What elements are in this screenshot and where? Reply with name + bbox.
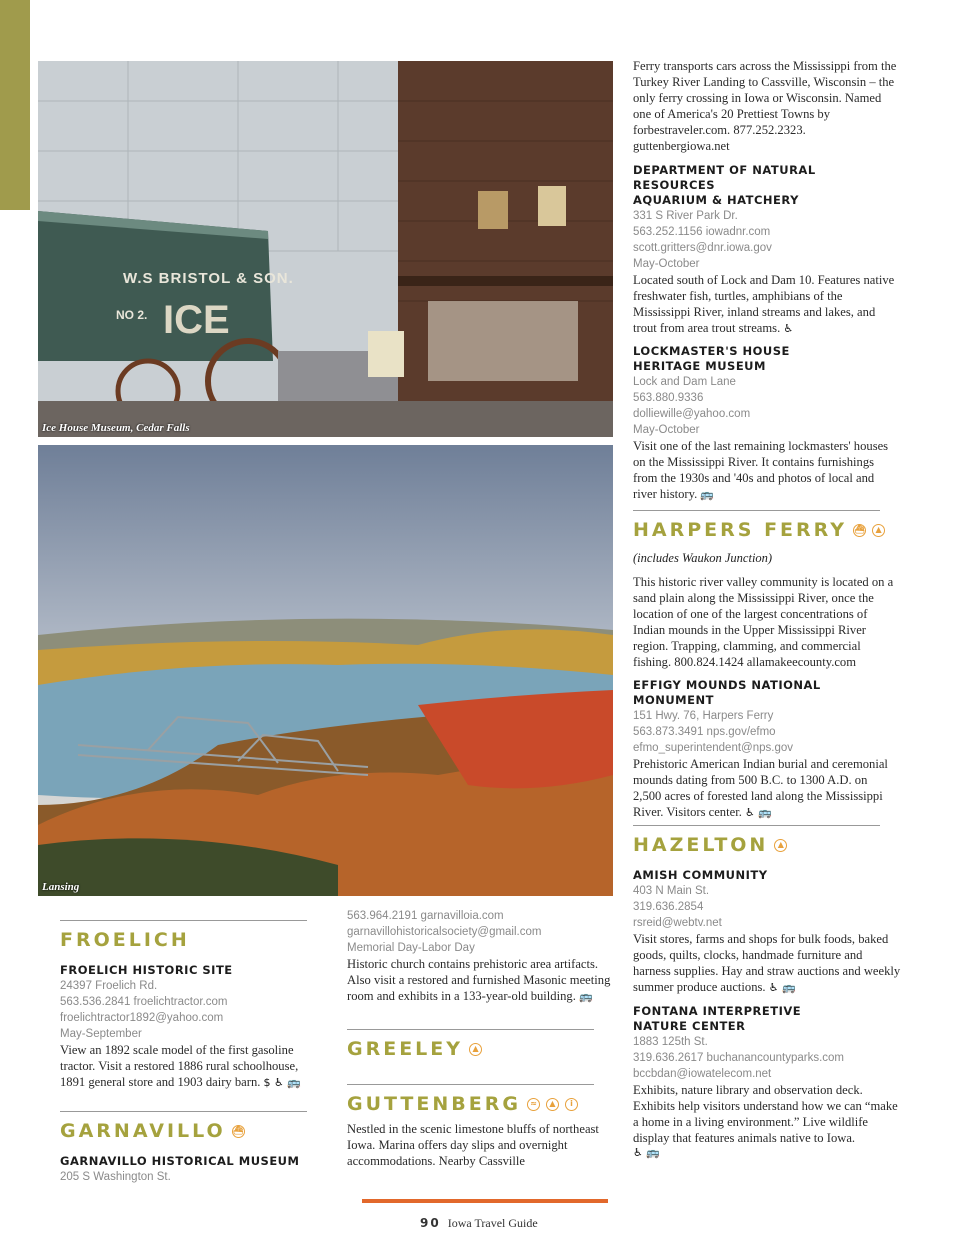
venue-address: 151 Hwy. 76, Harpers Ferry [633,710,774,722]
venue-address: 331 S River Park Dr. [633,210,738,222]
city-description: Nestled in the scenic limestone bluffs of northeast Iowa. Marina offers day slips and overnight accommodations. Nearby Cassville [347,1122,599,1168]
city-heading: FROELICH [60,929,190,951]
publication-title: Iowa Travel Guide [447,1216,538,1230]
wagon-word: ICE [163,298,230,342]
camping-icon: ▲ [872,524,885,537]
venue-name: FROELICH HISTORIC SITE [60,963,233,977]
venue-season: May-October [633,258,700,270]
info-icon: i [565,1098,578,1111]
divider [60,920,307,921]
venue-name: EFFIGY MOUNDS NATIONAL MONUMENT [633,678,821,707]
divider [633,510,880,511]
guttenberg-continued: Ferry transports cars across the Mississippi from the Turkey River Landing to Cassville, Wisconsin – the only ferry crossing in Iowa or Wisconsin. Named one of America's 20 Prettiest Towns by forbestraveler.com. 877.252.2323. guttenbergiowa.net [633,59,897,153]
amenity-icons: ♿ 🚌 [745,806,773,819]
city-subtitle: (includes Waukon Junction) [633,551,773,565]
venue-name: LOCKMASTER'S HOUSE HERITAGE MUSEUM [633,344,790,373]
venue-email: bccbdan@iowatelecom.net [633,1068,772,1080]
right-column-top [633,58,898,503]
ferry-icon: ⛴ [232,1125,245,1138]
photo-caption: Ice House Museum, Cedar Falls [42,422,190,434]
venue-name: FONTANA INTERPRETIVE NATURE CENTER [633,1004,802,1033]
wagon-line-2: NO 2. [116,308,148,322]
camping-icon: ▲ [546,1098,559,1111]
page-footer [420,1216,538,1231]
venue-address: 205 S Washington St. [60,1171,171,1183]
divider [633,825,880,826]
divider [347,1029,594,1030]
amenity-icons: ♿ 🚌 [633,1146,661,1159]
camping-icon: ▲ [774,839,787,852]
venue-name: GARNAVILLO HISTORICAL MUSEUM [60,1154,300,1168]
venue-address: 403 N Main St. [633,885,710,897]
left-column-bottom [60,920,310,1185]
venue-name: DEPARTMENT OF NATURAL RESOURCES AQUARIUM & HATCHERY [633,163,816,207]
venue-name: AMISH COMMUNITY [633,868,768,882]
venue-description: Visit one of the last remaining lockmasters' houses on the Mississippi River. It contains furnishings from the 1930s and '40s and photos of local and river history. 🚌 [633,439,889,501]
venue-contact: 563.873.3491 nps.gov/efmo [633,726,776,738]
ice-house-photo [38,61,613,437]
ferry-icon: ⛴ [853,524,866,537]
city-heading: HARPERS FERRY ⛴ ▲ [633,519,898,541]
camping-icon: ▲ [469,1043,482,1056]
city-heading: HAZELTON ▲ [633,834,903,856]
venue-contact: 563.964.2191 garnavilloia.com [347,910,504,922]
venue-season: May-October [633,424,700,436]
harpers-ferry-section [633,510,898,821]
middle-column-bottom [347,908,612,1169]
city-heading: GARNAVILLO ⛴ [60,1120,244,1142]
venue-season: May-September [60,1028,142,1040]
wagon-line-1: W.S BRISTOL & SON. [123,270,294,287]
venue-address: 24397 Froelich Rd. [60,980,158,992]
bus-icon: 🚌 [700,488,715,501]
page-number: 90 [420,1216,441,1230]
section-color-tab [0,0,30,210]
city-heading: GUTTENBERG ≈ ▲ i [347,1093,612,1115]
venue-contact: 563.252.1156 iowadnr.com [633,226,771,238]
venue-description: View an 1892 scale model of the first gasoline tractor. Visit a restored 1886 rural schoolhouse, 1891 general store and 1903 dairy barn. $ ♿ 🚌 [60,1043,302,1089]
bus-icon: 🚌 [579,990,593,1003]
venue-description: Prehistoric American Indian burial and ceremonial mounds dating from 500 B.C. to 1300 A.D. on 2,500 acres of forested land along the Mississippi River. Visitors center. ♿ 🚌 [633,757,888,819]
footer-accent-bar [362,1199,608,1203]
venue-email: efmo_superintendent@nps.gov [633,742,794,754]
venue-address: 1883 125th St. [633,1036,708,1048]
divider [60,1111,307,1112]
accessible-icon: ♿ [783,322,794,335]
hazelton-section [633,825,903,1159]
marina-icon: ≈ [527,1098,540,1111]
venue-description: Exhibits, nature library and observation deck. Exhibits help visitors understand how we can “make a home in a living environment.” Live wildlife display that features animals native to Iowa. [633,1083,898,1145]
venue-email: garnavillohistoricalsociety@gmail.com [347,926,542,938]
venue-description: Located south of Lock and Dam 10. Features native freshwater fish, turtles, amphibians of the Mississippi River, inland streams and lakes, and trout from area trout streams. ♿ [633,273,895,335]
divider [347,1084,594,1085]
venue-address: Lock and Dam Lane [633,376,736,388]
venue-phone: 563.880.9336 [633,392,704,404]
venue-season: Memorial Day-Labor Day [347,942,475,954]
lansing-photo [38,445,613,896]
venue-email: froelichtractor1892@yahoo.com [60,1012,224,1024]
city-description: This historic river valley community is located on a sand plain along the Mississippi River, once the location of one of the largest concentrations of Indian mounds in the Upper Mississippi River region. Trapping, clamming, and commercial fishing. 800.824.1424 allamakeecounty.com [633,575,894,669]
venue-email: dolliewille@yahoo.com [633,408,751,420]
city-heading: GREELEY ▲ [347,1038,612,1060]
venue-contact: 319.636.2617 buchanancountyparks.com [633,1052,844,1064]
venue-email: rsreid@webtv.net [633,917,722,929]
venue-phone: 319.636.2854 [633,901,704,913]
amenity-icons: $ ♿ 🚌 [263,1076,302,1089]
photo-caption: Lansing [42,881,80,893]
venue-contact: 563.536.2841 froelichtractor.com [60,996,228,1008]
venue-email: scott.gritters@dnr.iowa.gov [633,242,772,254]
venue-description: Visit stores, farms and shops for bulk foods, baked goods, quilts, clocks, handmade furniture and harness supplies. Hay and straw auctions and weekly summer produce auctions. ♿ 🚌 [633,932,901,994]
venue-description: Historic church contains prehistoric area artifacts. Also visit a restored and furnished Masonic meeting room and exhibits in a 133-year-old building. 🚌 [347,957,611,1003]
amenity-icons: ♿ 🚌 [768,981,796,994]
